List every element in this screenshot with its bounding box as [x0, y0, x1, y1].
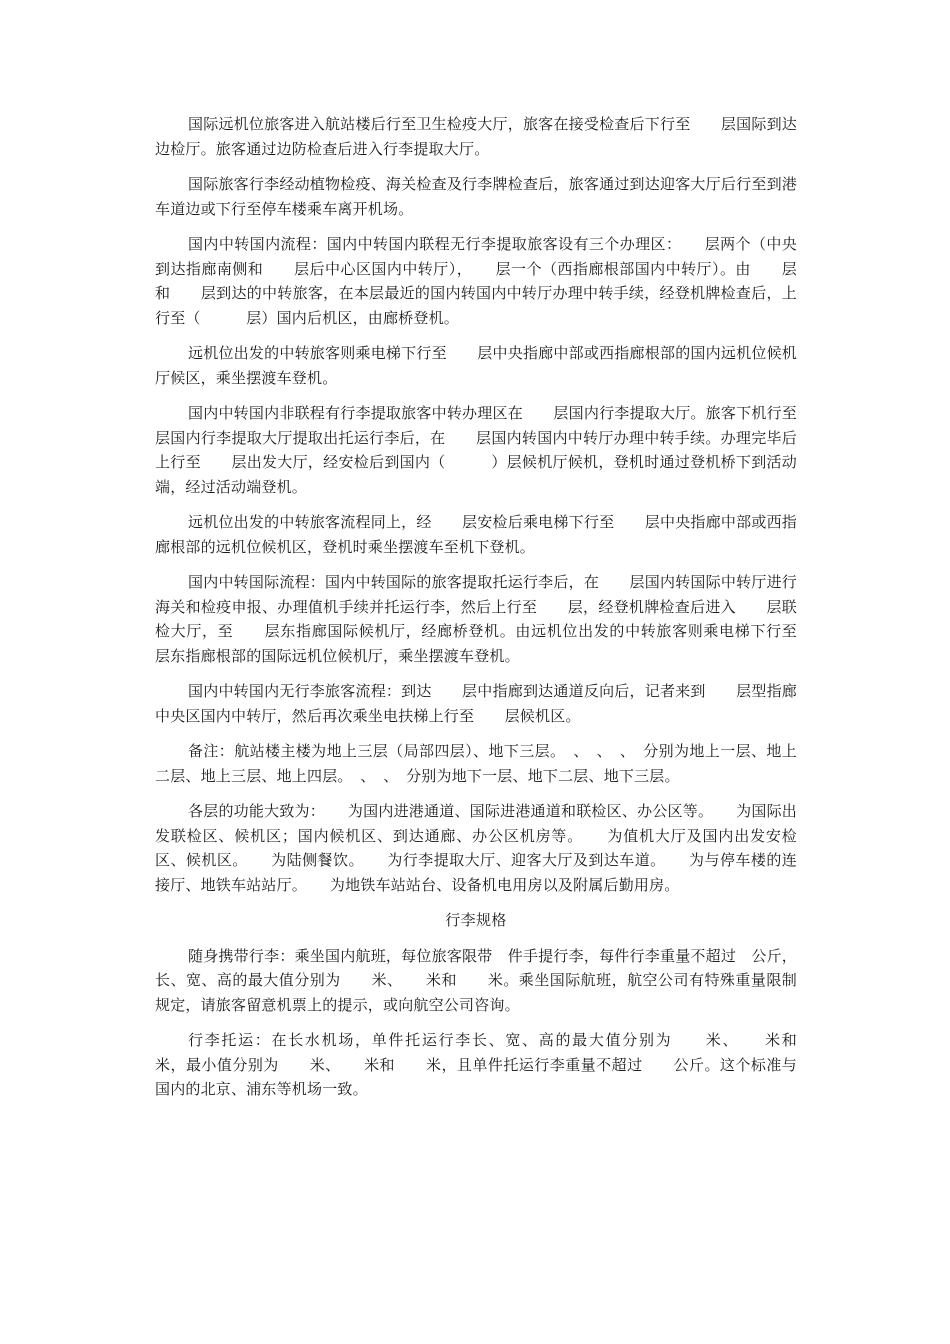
- section-title-baggage-rules: 行李规格: [445, 911, 507, 929]
- paragraph-international-baggage-inspection: 国际旅客行李经动植物检疫、海关检查及行李牌检查后，旅客通过到达迎客大厅后行至到港车道边或下行至停车楼乘车离开机场。: [155, 175, 797, 218]
- paragraph-domestic-to-international-transfer: 国内中转国际流程：国内中转国际的旅客提取托运行李后，在 层国内转国际中转厅进行海关和检疫申报、办理值机手续并托运行李，然后上行至 层，经登机牌检查后进入 层联检大厅，至 层东指廊国际候机厅，经廊桥登机。由远机位出发的中转旅客则乘电梯下行至 层东指廊根部的国际远机位候机厅，乘坐摆渡车登机。: [155, 573, 828, 665]
- paragraph-international-arrival-quarantine: 国际远机位旅客进入航站楼后行至卫生检疫大厅，旅客在接受检查后下行至 层国际到达边检厅。旅客通过边防检查后进入行李提取大厅。: [155, 115, 797, 158]
- paragraph-remote-stand-transfer: 远机位出发的中转旅客则乘电梯下行至 层中央指廊中部或西指廊根部的国内远机位候机厅候区，乘坐摆渡车登机。: [155, 344, 797, 387]
- paragraph-floor-functions: 各层的功能大致为： 为国内进港通道、国际进港通道和联检区、办公区等。 为国际出发联检区、候机区；国内候机区、到达通廊、办公区机房等。 为值机大厅及国内出发安检区、候机区。 为陆侧餐饮。 为行李提取大厅、迎客大厅及到达车道。 为与停车楼的连接厅、地铁车站站厅。 为地铁车站站台、设备机电用房以及附属后勤用房。: [155, 802, 797, 894]
- paragraph-floor-note: 备注：航站楼主楼为地上三层（局部四层）、地下三层。 、 、 、 分别为地上一层、地上二层、地上三层、地上四层。 、 、 分别为地下一层、地下二层、地下三层。: [155, 742, 797, 785]
- paragraph-non-through-transfer: 国内中转国内非联程有行李提取旅客中转办理区在 层国内行李提取大厅。旅客下机行至 层国内行李提取大厅提取出托运行李后，在 层国内转国内中转厅办理中转手续。办理完毕后上行至 层出发大厅，经安检后到国内（ ）层候机厅候机，登机时通过登机桥下到活动端，经过活动端登机。: [155, 404, 828, 496]
- paragraph-domestic-to-domestic-transfer: 国内中转国内流程：国内中转国内联程无行李提取旅客设有三个办理区： 层两个（中央到达指廊南侧和 层后中心区国内中转厅）， 层一个（西指廊根部国内中转厅）。由 层和 层到达的中转旅客，在本层最近的国内转国内中转厅办理中转手续，经登机牌检查后，上行至（ 层）国内后机区，由廊桥登机。: [155, 235, 797, 327]
- paragraph-remote-stand-transfer-same: 远机位出发的中转旅客流程同上，经 层安检后乘电梯下行至 层中央指廊中部或西指廊根部的远机位候机区，登机时乘坐摆渡车至机下登机。: [155, 513, 797, 556]
- document-body: [155, 112, 828, 1113]
- paragraph-carry-on-baggage: 随身携带行李：乘坐国内航班，每位旅客限带 件手提行李，每件行李重量不超过 公斤，长、宽、高的最大值分别为 米、 米和 米。乘坐国际航班，航空公司有特殊重量限制规定，请旅客留意机票上的提示，或向航空公司咨询。: [155, 946, 797, 1014]
- paragraph-no-baggage-transfer: 国内中转国内无行李旅客流程：到达 层中指廊到达通道反向后，记者来到 层型指廊中央区国内中转厅，然后再次乘坐电扶梯上行至 层候机区。: [155, 682, 797, 725]
- paragraph-checked-baggage: 行李托运：在长水机场，单件托运行李长、宽、高的最大值分别为 米、 米和 米，最小值分别为 米、 米和 米，且单件托运行李重量不超过 公斤。这个标准与国内的北京、浦东等机场一致。: [155, 1031, 828, 1098]
